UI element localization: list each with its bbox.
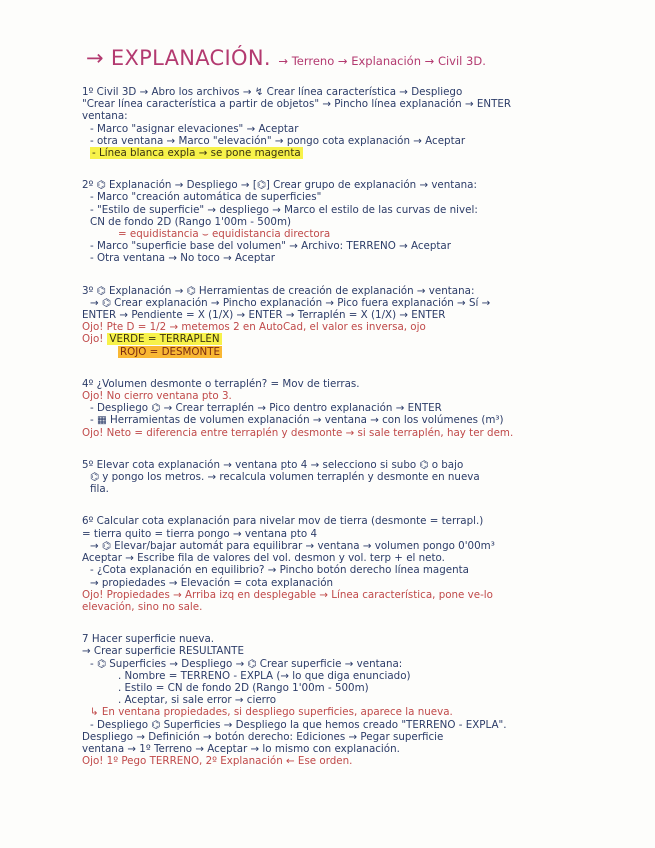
note-text: - Despliego ⌬ Superficies → Despliego la que hemos creado "TERRENO - EXPLA". [90,718,507,731]
highlight-label: ROJO = DESMONTE [120,345,221,358]
note-line [82,110,622,122]
note-text: - Despliego ⌬ → Crear terraplén → Pico dentro explanación → ENTER [90,402,442,415]
note-line [82,483,622,495]
note-text: - "Estilo de superficie" → despliego → Marco el estilo de las curvas de nivel: [90,203,478,216]
section-gap [82,613,622,633]
notes-body [82,86,622,767]
note-line [82,658,622,670]
note-line [82,731,622,743]
note-text: - Otra ventana → No toco → Aceptar [90,252,275,265]
note-text: Ojo! 1º Pego TERRENO, 2º Explanación ← Ese orden. [82,755,353,768]
note-section-7 [82,633,622,767]
note-text: - Marco "superficie base del volumen" → Archivo: TERRENO → Aceptar [90,240,451,253]
note-line [82,228,622,240]
note-line [82,601,622,613]
note-line [82,346,622,358]
note-line [82,755,622,767]
note-line [82,515,622,527]
note-line [82,321,622,333]
note-text: - Marco "asignar elevaciones" → Aceptar [90,122,299,135]
note-line [82,706,622,718]
note-text: ventana → 1º Terreno → Aceptar → lo mismo con explanación. [82,742,400,755]
note-line [82,191,622,203]
note-line [82,402,622,414]
note-text: - otra ventana → Marco "elevación" → pongo cota explanación → Aceptar [90,134,466,147]
note-line [82,297,622,309]
note-text: - ¿Cota explanación en equilibrio? → Pincho botón derecho línea magenta [90,564,469,577]
note-line [82,564,622,576]
note-line [82,309,622,321]
note-text: ventana: [82,110,128,123]
note-text: 4º ¿Volumen desmonte o terraplén? = Mov de tierras. [82,377,360,390]
section-gap [82,495,622,515]
note-text: ENTER → Pendiente = X (1/X) → ENTER → Terraplén = X (1/X) → ENTER [82,309,446,322]
note-text: Ojo! No cierro ventana pto 3. [82,390,232,403]
note-text: "Crear línea característica a partir de objetos" → Pincho línea explanación → ENTER [82,98,512,111]
note-line [82,285,622,297]
note-text: fila. [90,483,109,496]
note-text: 2º ⌬ Explanación → Despliego → [⌬] Crear grupo de explanación → ventana: [82,179,477,192]
note-text: - ⌬ Superficies → Despliego → ⌬ Crear superficie → ventana: [90,657,403,670]
note-text: → ⌬ Crear explanación → Pincho explanación → Pico fuera explanación → Sí → [90,296,491,309]
note-text: Ojo! Neto = diferencia entre terraplén y desmonte → si sale terraplén, hay ter dem. [82,426,514,439]
note-line [82,390,622,402]
note-line [82,147,622,159]
note-line [82,179,622,191]
note-text: 5º Elevar cota explanación → ventana pto 4 → selecciono si subo ⌬ o bajo [82,458,464,471]
note-text: Ojo! Propiedades → Arriba izq en desplegable → Línea característica, pone ve-lo [82,588,493,601]
note-text: Ojo! [82,333,104,346]
highlight-label: VERDE = TERRAPLÉN [109,333,220,346]
note-line [82,414,622,426]
note-line [82,98,622,110]
note-text: ↳ En ventana propiedades, si despliego superficies, aparece la nueva. [90,706,453,719]
note-text: . Estilo = CN de fondo 2D (Rango 1'00m - 500m) [118,681,369,694]
note-line [82,427,622,439]
note-line [82,471,622,483]
note-line [82,216,622,228]
note-line [82,577,622,589]
title-main: → EXPLANACIÓN. [86,46,271,70]
note-line [82,540,622,552]
note-text: Despliego → Definición → botón derecho: Ediciones → Pegar superficie [82,730,444,743]
note-text: = tierra quito = tierra pongo → ventana pto 4 [82,527,318,540]
note-text: . Nombre = TERRENO - EXPLA (→ lo que diga enunciado) [118,669,411,682]
section-gap [82,358,622,378]
note-line [82,240,622,252]
note-text: - Marco "creación automática de superficies" [90,191,322,204]
note-text: 3º ⌬ Explanación → ⌬ Herramientas de creación de explanación → ventana: [82,284,475,297]
note-line [82,670,622,682]
note-line [82,694,622,706]
note-section-3 [82,285,622,358]
note-text: 7 Hacer superficie nueva. [82,633,215,646]
note-line [82,743,622,755]
note-text: → ⌬ Elevar/bajar automát para equilibrar → ventana → volumen pongo 0'00m³ [90,539,495,552]
note-text: CN de fondo 2D (Rango 1'00m - 500m) [90,215,291,228]
section-gap [82,159,622,179]
title-path: → Terreno → Explanación → Civil 3D. [278,54,486,68]
note-text: 1º Civil 3D → Abro los archivos → ↯ Crear línea característica → Despliego [82,86,463,98]
note-text: elevación, sino no sale. [82,600,203,613]
note-line [82,645,622,657]
note-text: . Aceptar, si sale error → cierro [118,694,277,707]
note-section-1 [82,86,622,159]
note-text: ⌬ y pongo los metros. → recalcula volumen terraplén y desmonte en nueva [90,471,480,484]
note-section-5 [82,459,622,496]
note-line [82,204,622,216]
note-line [82,86,622,98]
note-section-2 [82,179,622,264]
note-line [82,682,622,694]
note-section-4 [82,378,622,439]
note-line [82,378,622,390]
note-text: Aceptar → Escribe fila de valores del vol. desmon y vol. terp + el neto. [82,552,445,565]
note-section-6 [82,515,622,613]
note-line [82,528,622,540]
note-line [82,552,622,564]
note-line [82,633,622,645]
note-line [82,589,622,601]
note-text: - Línea blanca expla → se pone magenta [92,147,301,160]
note-text: - ▦ Herramientas de volumen explanación → ventana → con los volúmenes (m³) [90,414,504,427]
note-line [82,719,622,731]
note-line [82,135,622,147]
note-line [82,123,622,135]
note-line [82,252,622,264]
note-line [82,459,622,471]
note-text: Ojo! Pte D = 1/2 → metemos 2 en AutoCad, el valor es inversa, ojo [82,321,426,334]
note-line [82,333,622,345]
section-gap [82,439,622,459]
note-text: → propiedades → Elevación = cota explanación [90,576,334,589]
note-text: 6º Calcular cota explanación para nivelar mov de tierra (desmonte = terrapl.) [82,515,484,528]
section-gap [82,265,622,285]
note-text: → Crear superficie RESULTANTE [82,645,244,658]
note-text: = equidistancia ⌣ equidistancia directora [118,228,331,241]
page-title [86,46,486,70]
